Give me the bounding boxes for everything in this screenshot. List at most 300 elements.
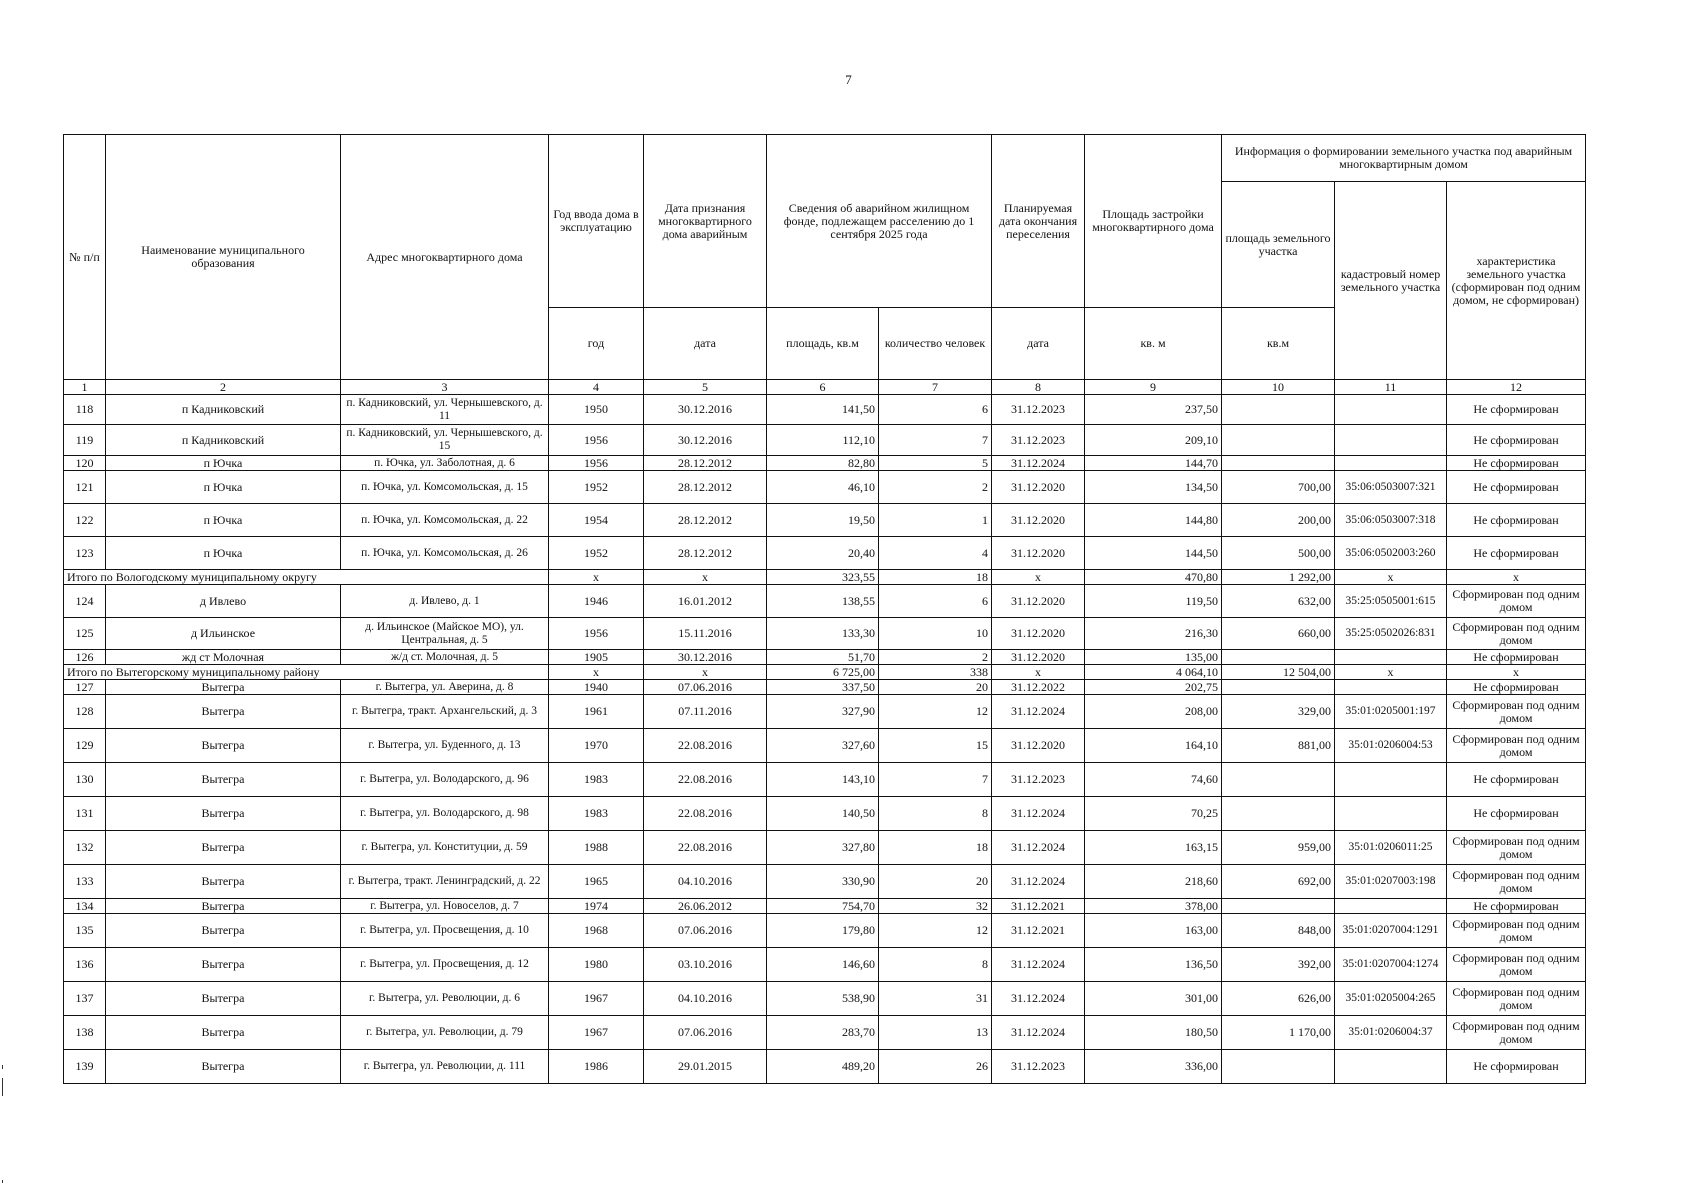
cell-area-sq-m: 133,30 <box>767 618 879 650</box>
cell-municipality: Вытегра <box>106 1050 341 1084</box>
cell-row-number: 131 <box>64 797 106 831</box>
unit-sq-m: кв. м <box>1085 308 1222 380</box>
page-number: 7 <box>845 72 852 87</box>
cell-people-count: 5 <box>879 456 992 471</box>
cell-row-number: 127 <box>64 680 106 695</box>
cell-row-number: 139 <box>64 1050 106 1084</box>
subtotal-commission-year: х <box>549 665 644 680</box>
cell-emergency-date: 30.12.2016 <box>644 650 767 665</box>
table-row <box>64 650 1586 665</box>
column-number: 8 <box>992 380 1085 395</box>
cell-building-area: 216,30 <box>1085 618 1222 650</box>
unit-area: площадь, кв.м <box>767 308 879 380</box>
scan-mark <box>2 1180 3 1183</box>
cell-land-status: Сформирован под одним домом <box>1447 831 1586 865</box>
table-row <box>64 456 1586 471</box>
cell-cadastral-number: 35:01:0207004:1274 <box>1335 948 1447 982</box>
cell-row-number: 125 <box>64 618 106 650</box>
cell-row-number: 120 <box>64 456 106 471</box>
cell-commission-year: 1950 <box>549 395 644 425</box>
cell-row-number: 129 <box>64 729 106 763</box>
cell-commission-year: 1970 <box>549 729 644 763</box>
cell-address: п. Ючка, ул. Комсомольская, д. 26 <box>341 537 549 570</box>
cell-planned-end-date: 31.12.2022 <box>992 680 1085 695</box>
cell-address: д. Ивлево, д. 1 <box>341 585 549 618</box>
header-col-land-area: площадь земельного участка <box>1222 182 1335 308</box>
cell-building-area: 134,50 <box>1085 471 1222 504</box>
subtotal-row <box>64 665 1586 680</box>
cell-address: г. Вытегра, ул. Революции, д. 79 <box>341 1016 549 1050</box>
cell-people-count: 8 <box>879 948 992 982</box>
cell-area-sq-m: 330,90 <box>767 865 879 899</box>
cell-building-area: 218,60 <box>1085 865 1222 899</box>
cell-area-sq-m: 82,80 <box>767 456 879 471</box>
cell-municipality: Вытегра <box>106 982 341 1016</box>
cell-emergency-date: 22.08.2016 <box>644 729 767 763</box>
cell-address: г. Вытегра, ул. Володарского, д. 96 <box>341 763 549 797</box>
unit-end-date: дата <box>992 308 1085 380</box>
cell-people-count: 7 <box>879 763 992 797</box>
cell-planned-end-date: 31.12.2023 <box>992 1050 1085 1084</box>
table-row <box>64 695 1586 729</box>
cell-address: г. Вытегра, ул. Конституции, д. 59 <box>341 831 549 865</box>
subtotal-people-count: 338 <box>879 665 992 680</box>
cell-row-number: 136 <box>64 948 106 982</box>
cell-row-number: 128 <box>64 695 106 729</box>
cell-emergency-date: 04.10.2016 <box>644 865 767 899</box>
cell-land-area <box>1222 797 1335 831</box>
cell-row-number: 121 <box>64 471 106 504</box>
cell-address: г. Вытегра, тракт. Архангельский, д. 3 <box>341 695 549 729</box>
cell-commission-year: 1956 <box>549 425 644 456</box>
cell-emergency-date: 07.06.2016 <box>644 1016 767 1050</box>
cell-land-area: 881,00 <box>1222 729 1335 763</box>
cell-row-number: 119 <box>64 425 106 456</box>
cell-land-area: 959,00 <box>1222 831 1335 865</box>
cell-row-number: 130 <box>64 763 106 797</box>
cell-building-area: 163,15 <box>1085 831 1222 865</box>
cell-cadastral-number: 35:01:0206011:25 <box>1335 831 1447 865</box>
subtotal-land-area: 1 292,00 <box>1222 570 1335 585</box>
subtotal-emergency-date: х <box>644 570 767 585</box>
cell-planned-end-date: 31.12.2024 <box>992 695 1085 729</box>
cell-planned-end-date: 31.12.2021 <box>992 899 1085 914</box>
cell-land-status: Не сформирован <box>1447 650 1586 665</box>
cell-emergency-date: 28.12.2012 <box>644 456 767 471</box>
table-row <box>64 425 1586 456</box>
cell-planned-end-date: 31.12.2020 <box>992 471 1085 504</box>
cell-emergency-date: 07.11.2016 <box>644 695 767 729</box>
cell-area-sq-m: 327,90 <box>767 695 879 729</box>
column-number: 11 <box>1335 380 1447 395</box>
cell-planned-end-date: 31.12.2024 <box>992 456 1085 471</box>
cell-planned-end-date: 31.12.2024 <box>992 948 1085 982</box>
cell-area-sq-m: 143,10 <box>767 763 879 797</box>
cell-land-status: Не сформирован <box>1447 456 1586 471</box>
table-row <box>64 948 1586 982</box>
cell-address: п. Кадниковский, ул. Чернышевского, д. 11 <box>341 395 549 425</box>
cell-planned-end-date: 31.12.2024 <box>992 865 1085 899</box>
cell-commission-year: 1980 <box>549 948 644 982</box>
cell-emergency-date: 28.12.2012 <box>644 471 767 504</box>
cell-building-area: 301,00 <box>1085 982 1222 1016</box>
cell-land-status: Не сформирован <box>1447 425 1586 456</box>
cell-land-status: Не сформирован <box>1447 1050 1586 1084</box>
cell-area-sq-m: 140,50 <box>767 797 879 831</box>
cell-land-status: Не сформирован <box>1447 797 1586 831</box>
cell-row-number: 123 <box>64 537 106 570</box>
cell-address: п. Кадниковский, ул. Чернышевского, д. 15 <box>341 425 549 456</box>
cell-commission-year: 1905 <box>549 650 644 665</box>
subtotal-label: Итого по Вологодскому муниципальному округу <box>64 570 549 585</box>
cell-emergency-date: 04.10.2016 <box>644 982 767 1016</box>
cell-municipality: п Кадниковский <box>106 425 341 456</box>
cell-building-area: 336,00 <box>1085 1050 1222 1084</box>
subtotal-building-area: 4 064,10 <box>1085 665 1222 680</box>
header-col-cadastral: кадастровый номер земельного участка <box>1335 182 1447 380</box>
cell-land-area: 200,00 <box>1222 504 1335 537</box>
cell-building-area: 144,70 <box>1085 456 1222 471</box>
subtotal-planned-end-date: х <box>992 570 1085 585</box>
cell-cadastral-number: 35:25:0505001:615 <box>1335 585 1447 618</box>
header-col-planned-date: Планируемая дата окончания переселения <box>992 135 1085 308</box>
cell-cadastral-number <box>1335 395 1447 425</box>
cell-area-sq-m: 141,50 <box>767 395 879 425</box>
cell-area-sq-m: 46,10 <box>767 471 879 504</box>
subtotal-people-count: 18 <box>879 570 992 585</box>
subtotal-area-sq-m: 323,55 <box>767 570 879 585</box>
cell-commission-year: 1952 <box>549 537 644 570</box>
table-row <box>64 899 1586 914</box>
table-row <box>64 471 1586 504</box>
cell-commission-year: 1988 <box>549 831 644 865</box>
cell-land-status: Сформирован под одним домом <box>1447 948 1586 982</box>
cell-commission-year: 1940 <box>549 680 644 695</box>
cell-row-number: 118 <box>64 395 106 425</box>
cell-land-area: 848,00 <box>1222 914 1335 948</box>
cell-commission-year: 1952 <box>549 471 644 504</box>
cell-people-count: 4 <box>879 537 992 570</box>
cell-people-count: 26 <box>879 1050 992 1084</box>
cell-emergency-date: 07.06.2016 <box>644 914 767 948</box>
cell-municipality: Вытегра <box>106 831 341 865</box>
cell-land-area <box>1222 395 1335 425</box>
cell-emergency-date: 30.12.2016 <box>644 395 767 425</box>
cell-address: г. Вытегра, ул. Революции, д. 6 <box>341 982 549 1016</box>
cell-emergency-date: 03.10.2016 <box>644 948 767 982</box>
cell-people-count: 31 <box>879 982 992 1016</box>
cell-municipality: Вытегра <box>106 763 341 797</box>
cell-planned-end-date: 31.12.2020 <box>992 504 1085 537</box>
cell-planned-end-date: 31.12.2020 <box>992 585 1085 618</box>
cell-land-status: Не сформирован <box>1447 471 1586 504</box>
subtotal-area-sq-m: 6 725,00 <box>767 665 879 680</box>
subtotal-land-status: х <box>1447 570 1586 585</box>
cell-row-number: 137 <box>64 982 106 1016</box>
cell-planned-end-date: 31.12.2024 <box>992 982 1085 1016</box>
header-col-characteristic: характеристика земельного участка (сформирован под одним домом, не сформирован) <box>1447 182 1586 380</box>
cell-people-count: 12 <box>879 695 992 729</box>
table-row <box>64 831 1586 865</box>
cell-people-count: 7 <box>879 425 992 456</box>
column-number: 4 <box>549 380 644 395</box>
cell-cadastral-number <box>1335 456 1447 471</box>
subtotal-cadastral-number: х <box>1335 570 1447 585</box>
cell-land-area: 1 170,00 <box>1222 1016 1335 1050</box>
table-row <box>64 395 1586 425</box>
cell-commission-year: 1967 <box>549 1016 644 1050</box>
cell-people-count: 32 <box>879 899 992 914</box>
subtotal-commission-year: х <box>549 570 644 585</box>
column-number: 1 <box>64 380 106 395</box>
cell-address: д. Ильинское (Майское МО), ул. Центральная, д. 5 <box>341 618 549 650</box>
cell-cadastral-number <box>1335 899 1447 914</box>
column-number: 3 <box>341 380 549 395</box>
cell-emergency-date: 22.08.2016 <box>644 763 767 797</box>
cell-land-area <box>1222 425 1335 456</box>
cell-cadastral-number: 35:06:0503007:321 <box>1335 471 1447 504</box>
column-number: 7 <box>879 380 992 395</box>
cell-commission-year: 1986 <box>549 1050 644 1084</box>
cell-cadastral-number: 35:06:0502003:260 <box>1335 537 1447 570</box>
cell-people-count: 12 <box>879 914 992 948</box>
cell-land-area <box>1222 899 1335 914</box>
cell-commission-year: 1967 <box>549 982 644 1016</box>
cell-area-sq-m: 146,60 <box>767 948 879 982</box>
cell-municipality: п Ючка <box>106 456 341 471</box>
column-number: 9 <box>1085 380 1222 395</box>
cell-emergency-date: 22.08.2016 <box>644 797 767 831</box>
cell-cadastral-number: 35:01:0205004:265 <box>1335 982 1447 1016</box>
cell-land-status: Не сформирован <box>1447 680 1586 695</box>
cell-planned-end-date: 31.12.2021 <box>992 914 1085 948</box>
cell-land-area <box>1222 650 1335 665</box>
cell-commission-year: 1946 <box>549 585 644 618</box>
cell-people-count: 2 <box>879 471 992 504</box>
cell-building-area: 209,10 <box>1085 425 1222 456</box>
column-number: 10 <box>1222 380 1335 395</box>
cell-building-area: 163,00 <box>1085 914 1222 948</box>
cell-area-sq-m: 112,10 <box>767 425 879 456</box>
header-col-year: Год ввода дома в эксплуатацию <box>549 135 644 308</box>
cell-cadastral-number <box>1335 425 1447 456</box>
cell-area-sq-m: 283,70 <box>767 1016 879 1050</box>
header-col-emergency-fund: Сведения об аварийном жилищном фонде, подлежащем расселению до 1 сентября 2025 года <box>767 135 992 308</box>
cell-building-area: 144,80 <box>1085 504 1222 537</box>
cell-people-count: 18 <box>879 831 992 865</box>
cell-building-area: 136,50 <box>1085 948 1222 982</box>
cell-commission-year: 1983 <box>549 797 644 831</box>
cell-building-area: 119,50 <box>1085 585 1222 618</box>
cell-land-area: 329,00 <box>1222 695 1335 729</box>
cell-area-sq-m: 327,80 <box>767 831 879 865</box>
cell-people-count: 6 <box>879 585 992 618</box>
cell-planned-end-date: 31.12.2023 <box>992 425 1085 456</box>
column-number: 2 <box>106 380 341 395</box>
cell-emergency-date: 16.01.2012 <box>644 585 767 618</box>
subtotal-emergency-date: х <box>644 665 767 680</box>
cell-building-area: 74,60 <box>1085 763 1222 797</box>
cell-area-sq-m: 179,80 <box>767 914 879 948</box>
unit-date: дата <box>644 308 767 380</box>
header-col-building-area: Площадь застройки многоквартирного дома <box>1085 135 1222 308</box>
cell-address: г. Вытегра, ул. Володарского, д. 98 <box>341 797 549 831</box>
cell-municipality: п Ючка <box>106 504 341 537</box>
cell-municipality: Вытегра <box>106 1016 341 1050</box>
cell-building-area: 202,75 <box>1085 680 1222 695</box>
cell-address: г. Вытегра, ул. Буденного, д. 13 <box>341 729 549 763</box>
cell-row-number: 134 <box>64 899 106 914</box>
cell-emergency-date: 30.12.2016 <box>644 425 767 456</box>
cell-address: г. Вытегра, ул. Новоселов, д. 7 <box>341 899 549 914</box>
unit-land-sq-m: кв.м <box>1222 308 1335 380</box>
cell-commission-year: 1956 <box>549 456 644 471</box>
header-col-address: Адрес многоквартирного дома <box>341 135 549 380</box>
cell-row-number: 135 <box>64 914 106 948</box>
cell-people-count: 20 <box>879 865 992 899</box>
cell-land-area: 700,00 <box>1222 471 1335 504</box>
cell-cadastral-number <box>1335 1050 1447 1084</box>
cell-address: п. Ючка, ул. Комсомольская, д. 22 <box>341 504 549 537</box>
table-row <box>64 763 1586 797</box>
cell-planned-end-date: 31.12.2024 <box>992 797 1085 831</box>
cell-address: г. Вытегра, тракт. Ленинградский, д. 22 <box>341 865 549 899</box>
table-row <box>64 729 1586 763</box>
cell-cadastral-number <box>1335 797 1447 831</box>
cell-land-status: Не сформирован <box>1447 537 1586 570</box>
cell-land-area <box>1222 456 1335 471</box>
header-col-number: № п/п <box>64 135 106 380</box>
table-row <box>64 1016 1586 1050</box>
unit-year: год <box>549 308 644 380</box>
cell-commission-year: 1961 <box>549 695 644 729</box>
cell-cadastral-number <box>1335 680 1447 695</box>
cell-land-area: 660,00 <box>1222 618 1335 650</box>
cell-row-number: 138 <box>64 1016 106 1050</box>
cell-cadastral-number: 35:25:0502026:831 <box>1335 618 1447 650</box>
cell-cadastral-number: 35:01:0207003:198 <box>1335 865 1447 899</box>
cell-area-sq-m: 754,70 <box>767 899 879 914</box>
cell-land-area: 632,00 <box>1222 585 1335 618</box>
table-row <box>64 797 1586 831</box>
cell-commission-year: 1983 <box>549 763 644 797</box>
header-land-plot-group: Информация о формировании земельного участка под аварийным многоквартирным домом <box>1222 135 1586 182</box>
header-col-municipality: Наименование муниципального образования <box>106 135 341 380</box>
subtotal-land-status: х <box>1447 665 1586 680</box>
cell-land-status: Не сформирован <box>1447 395 1586 425</box>
cell-commission-year: 1954 <box>549 504 644 537</box>
cell-land-area: 692,00 <box>1222 865 1335 899</box>
cell-commission-year: 1968 <box>549 914 644 948</box>
cell-row-number: 126 <box>64 650 106 665</box>
cell-municipality: д Ивлево <box>106 585 341 618</box>
cell-land-status: Сформирован под одним домом <box>1447 914 1586 948</box>
cell-land-area: 626,00 <box>1222 982 1335 1016</box>
cell-land-area <box>1222 763 1335 797</box>
cell-address: п. Ючка, ул. Комсомольская, д. 15 <box>341 471 549 504</box>
cell-building-area: 180,50 <box>1085 1016 1222 1050</box>
cell-people-count: 15 <box>879 729 992 763</box>
cell-planned-end-date: 31.12.2024 <box>992 1016 1085 1050</box>
cell-municipality: Вытегра <box>106 797 341 831</box>
cell-address: г. Вытегра, ул. Революции, д. 111 <box>341 1050 549 1084</box>
cell-address: п. Ючка, ул. Заболотная, д. 6 <box>341 456 549 471</box>
cell-row-number: 133 <box>64 865 106 899</box>
cell-land-status: Сформирован под одним домом <box>1447 1016 1586 1050</box>
table-row <box>64 618 1586 650</box>
scan-mark <box>2 1065 3 1069</box>
cell-municipality: Вытегра <box>106 729 341 763</box>
cell-land-status: Сформирован под одним домом <box>1447 982 1586 1016</box>
cell-planned-end-date: 31.12.2024 <box>992 831 1085 865</box>
housing-registry-table <box>63 134 1586 1084</box>
cell-land-area: 500,00 <box>1222 537 1335 570</box>
cell-area-sq-m: 489,20 <box>767 1050 879 1084</box>
cell-municipality: д Ильинское <box>106 618 341 650</box>
cell-area-sq-m: 19,50 <box>767 504 879 537</box>
cell-land-status: Сформирован под одним домом <box>1447 695 1586 729</box>
cell-planned-end-date: 31.12.2020 <box>992 537 1085 570</box>
cell-municipality: Вытегра <box>106 680 341 695</box>
cell-planned-end-date: 31.12.2020 <box>992 618 1085 650</box>
column-number-row <box>64 380 1586 395</box>
cell-cadastral-number: 35:01:0205001:197 <box>1335 695 1447 729</box>
cell-address: г. Вытегра, ул. Просвещения, д. 12 <box>341 948 549 982</box>
cell-land-status: Сформирован под одним домом <box>1447 865 1586 899</box>
cell-row-number: 132 <box>64 831 106 865</box>
table-row <box>64 914 1586 948</box>
cell-emergency-date: 28.12.2012 <box>644 504 767 537</box>
cell-people-count: 1 <box>879 504 992 537</box>
cell-cadastral-number: 35:06:0503007:318 <box>1335 504 1447 537</box>
cell-address: ж/д ст. Молочная, д. 5 <box>341 650 549 665</box>
subtotal-building-area: 470,80 <box>1085 570 1222 585</box>
cell-building-area: 378,00 <box>1085 899 1222 914</box>
subtotal-row <box>64 570 1586 585</box>
cell-municipality: Вытегра <box>106 899 341 914</box>
cell-building-area: 70,25 <box>1085 797 1222 831</box>
cell-commission-year: 1956 <box>549 618 644 650</box>
cell-municipality: Вытегра <box>106 865 341 899</box>
cell-people-count: 8 <box>879 797 992 831</box>
cell-land-status: Не сформирован <box>1447 763 1586 797</box>
cell-emergency-date: 26.06.2012 <box>644 899 767 914</box>
cell-municipality: Вытегра <box>106 695 341 729</box>
header-col-date: Дата признания многоквартирного дома аварийным <box>644 135 767 308</box>
cell-cadastral-number <box>1335 763 1447 797</box>
cell-people-count: 10 <box>879 618 992 650</box>
cell-people-count: 20 <box>879 680 992 695</box>
table-row <box>64 1050 1586 1084</box>
cell-planned-end-date: 31.12.2023 <box>992 763 1085 797</box>
subtotal-land-area: 12 504,00 <box>1222 665 1335 680</box>
cell-land-status: Сформирован под одним домом <box>1447 729 1586 763</box>
cell-emergency-date: 07.06.2016 <box>644 680 767 695</box>
cell-cadastral-number <box>1335 650 1447 665</box>
cell-municipality: Вытегра <box>106 948 341 982</box>
cell-building-area: 135,00 <box>1085 650 1222 665</box>
cell-municipality: п Ючка <box>106 471 341 504</box>
cell-row-number: 122 <box>64 504 106 537</box>
cell-land-area <box>1222 1050 1335 1084</box>
cell-land-status: Не сформирован <box>1447 504 1586 537</box>
column-number: 6 <box>767 380 879 395</box>
cell-area-sq-m: 20,40 <box>767 537 879 570</box>
cell-building-area: 164,10 <box>1085 729 1222 763</box>
column-number: 12 <box>1447 380 1586 395</box>
cell-row-number: 124 <box>64 585 106 618</box>
unit-people: количество человек <box>879 308 992 380</box>
